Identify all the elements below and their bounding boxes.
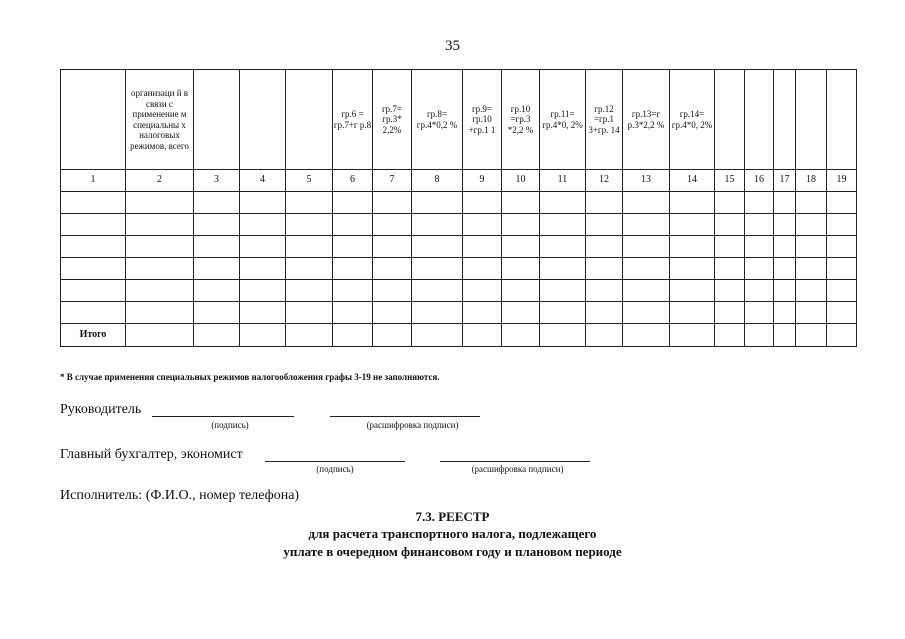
table-cell [412,214,463,236]
table-cell [623,258,670,280]
table-cell [745,192,774,214]
table-cell [586,258,623,280]
table-cell [126,236,194,258]
table-cell [194,302,240,324]
column-number-cell: 19 [827,170,857,192]
table-cell [827,192,857,214]
table-cell [827,214,857,236]
head-signature-line [152,416,294,417]
table-cell [194,324,240,347]
column-number-cell: 10 [502,170,540,192]
table-cell [126,258,194,280]
table-cell [586,236,623,258]
table-cell [412,236,463,258]
table-cell [286,302,333,324]
page-number: 35 [445,38,460,54]
table-cell [774,214,796,236]
table-cell [670,258,715,280]
table-cell [286,280,333,302]
table-cell [373,258,412,280]
table-cell [502,214,540,236]
table-cell [373,280,412,302]
column-number-cell: 4 [240,170,286,192]
table-cell [827,236,857,258]
table-cell [796,214,827,236]
footnote: * В случае применения специальных режимов налогообложения графы 3-19 не заполняются. [60,372,440,382]
table-cell [194,236,240,258]
chief-signature-caption: (подпись) [316,464,354,474]
chief-decoding-line [440,461,590,462]
table-cell [463,192,502,214]
table-cell [586,214,623,236]
table-cell [463,258,502,280]
header-cell [827,70,857,170]
table-cell [61,192,126,214]
registry-table [60,69,857,347]
header-cell [240,70,286,170]
table-cell [286,236,333,258]
table-cell [373,236,412,258]
table-cell [333,258,373,280]
column-number-cell: 5 [286,170,333,192]
table-cell [502,192,540,214]
table-cell [333,324,373,347]
table-cell [670,214,715,236]
table-cell [827,302,857,324]
table-cell [540,258,586,280]
table-cell [827,324,857,347]
table-cell [61,280,126,302]
table-cell [540,280,586,302]
chief-accountant-label: Главный бухгалтер, экономист [60,447,243,462]
head-signature-caption: (подпись) [211,420,249,430]
table-cell [463,236,502,258]
table-cell [774,258,796,280]
table-cell [240,236,286,258]
header-cell [774,70,796,170]
table-cell [623,192,670,214]
table-cell [373,192,412,214]
table-cell [412,192,463,214]
table-cell [502,324,540,347]
table-cell [194,280,240,302]
table-cell [373,324,412,347]
column-number-cell: 17 [774,170,796,192]
column-number-cell: 15 [715,170,745,192]
header-cell: организаци й в связи с применение м специальны х налоговых режимов, всего [126,70,194,170]
table-cell [126,302,194,324]
column-number-cell: 3 [194,170,240,192]
header-cell [194,70,240,170]
table-cell [670,280,715,302]
table-cell [745,258,774,280]
section-subtitle-line1: для расчета транспортного налога, подлежащего [308,526,597,541]
table-cell [586,302,623,324]
table-cell [194,214,240,236]
column-number-cell: 13 [623,170,670,192]
table-cell [745,302,774,324]
table-cell [333,302,373,324]
table-cell [286,192,333,214]
table-cell [796,302,827,324]
table-cell [194,258,240,280]
table-row [61,302,857,324]
table-cell [333,236,373,258]
column-number-cell: 11 [540,170,586,192]
table-cell [61,258,126,280]
table-cell [412,324,463,347]
table-cell [715,280,745,302]
table-cell [623,324,670,347]
table-cell [715,236,745,258]
table-cell [373,214,412,236]
table-cell [796,280,827,302]
table-cell [240,258,286,280]
table-cell [715,324,745,347]
column-number-cell: 12 [586,170,623,192]
header-cell: гр.7= гр.3* 2,2% [373,70,412,170]
table-cell [796,258,827,280]
table-cell [61,302,126,324]
table-cell [333,214,373,236]
table-cell [745,214,774,236]
header-cell: гр.13=г р.3*2,2 % [623,70,670,170]
table-cell [333,280,373,302]
section-title: 7.3. РЕЕСТР [415,509,490,524]
table-cell [745,324,774,347]
table-cell [745,280,774,302]
table-cell [540,302,586,324]
table-cell [623,214,670,236]
table-cell [502,302,540,324]
table-cell [796,324,827,347]
table-cell [240,324,286,347]
column-number-cell: 2 [126,170,194,192]
column-number-cell: 18 [796,170,827,192]
chief-decoding-caption: (расшифровка подписи) [471,464,564,474]
header-cell: гр.12 =гр.1 3+гр. 14 [586,70,623,170]
header-row [61,70,857,170]
column-number-cell: 7 [373,170,412,192]
table-row [61,192,857,214]
column-number-row [61,170,857,192]
table-cell [670,302,715,324]
column-number-cell: 16 [745,170,774,192]
table-cell [333,192,373,214]
table-cell [623,280,670,302]
table-cell [796,236,827,258]
table-cell [240,192,286,214]
header-cell: гр.6 = гр.7+г р.8 [333,70,373,170]
table-cell [774,324,796,347]
table-row [61,258,857,280]
total-label: Итого [61,324,126,347]
table-cell [715,302,745,324]
table-cell [796,192,827,214]
table-cell [715,214,745,236]
table-cell [586,324,623,347]
table-cell [463,324,502,347]
table-row [61,214,857,236]
header-cell [745,70,774,170]
table-cell [540,324,586,347]
table-cell [540,236,586,258]
table-cell [194,192,240,214]
table-cell [502,258,540,280]
table-cell [240,302,286,324]
table-cell [623,302,670,324]
table-cell [286,324,333,347]
header-cell: гр.9= гр.10 +гр.1 1 [463,70,502,170]
table-cell [463,302,502,324]
table-cell [670,192,715,214]
table-cell [412,280,463,302]
table-cell [61,236,126,258]
table-cell [126,214,194,236]
column-number-cell: 9 [463,170,502,192]
table-cell [286,258,333,280]
table-cell [286,214,333,236]
section-subtitle-line2: уплате в очередном финансовом году и плановом периоде [283,544,622,559]
table-cell [540,192,586,214]
table-cell [670,236,715,258]
chief-signature-line [265,461,405,462]
column-number-cell: 1 [61,170,126,192]
header-cell [286,70,333,170]
table-cell [715,192,745,214]
table-cell [586,280,623,302]
table-cell [61,214,126,236]
table-cell [715,258,745,280]
header-cell: гр.14= гр.4*0, 2% [670,70,715,170]
header-cell: гр.8= гр.4*0,2 % [412,70,463,170]
column-number-cell: 8 [412,170,463,192]
table-cell [540,214,586,236]
table-cell [502,236,540,258]
table-cell [463,280,502,302]
table-cell [745,236,774,258]
column-number-cell: 6 [333,170,373,192]
table-row [61,236,857,258]
table-cell [827,280,857,302]
table-cell [463,214,502,236]
table-cell [126,192,194,214]
table-cell [774,236,796,258]
table-cell [623,236,670,258]
header-cell: гр.10 =гр.3 *2,2 % [502,70,540,170]
table-cell [774,280,796,302]
table-cell [126,324,194,347]
table-cell [774,192,796,214]
total-row [61,324,857,347]
header-cell [796,70,827,170]
table-cell [240,214,286,236]
column-number-cell: 14 [670,170,715,192]
table-cell [240,280,286,302]
header-cell [61,70,126,170]
table-cell [827,258,857,280]
table-cell [502,280,540,302]
table-cell [373,302,412,324]
table-cell [586,192,623,214]
table-cell [126,280,194,302]
table-cell [670,324,715,347]
table-cell [412,258,463,280]
executor-label: Исполнитель: (Ф.И.О., номер телефона) [60,488,300,503]
table-row [61,280,857,302]
table-cell [774,302,796,324]
header-cell: гр.11= гр.4*0, 2% [540,70,586,170]
header-cell [715,70,745,170]
table-cell [412,302,463,324]
head-decoding-caption: (расшифровка подписи) [366,420,459,430]
head-decoding-line [330,416,480,417]
head-label: Руководитель [60,402,142,417]
